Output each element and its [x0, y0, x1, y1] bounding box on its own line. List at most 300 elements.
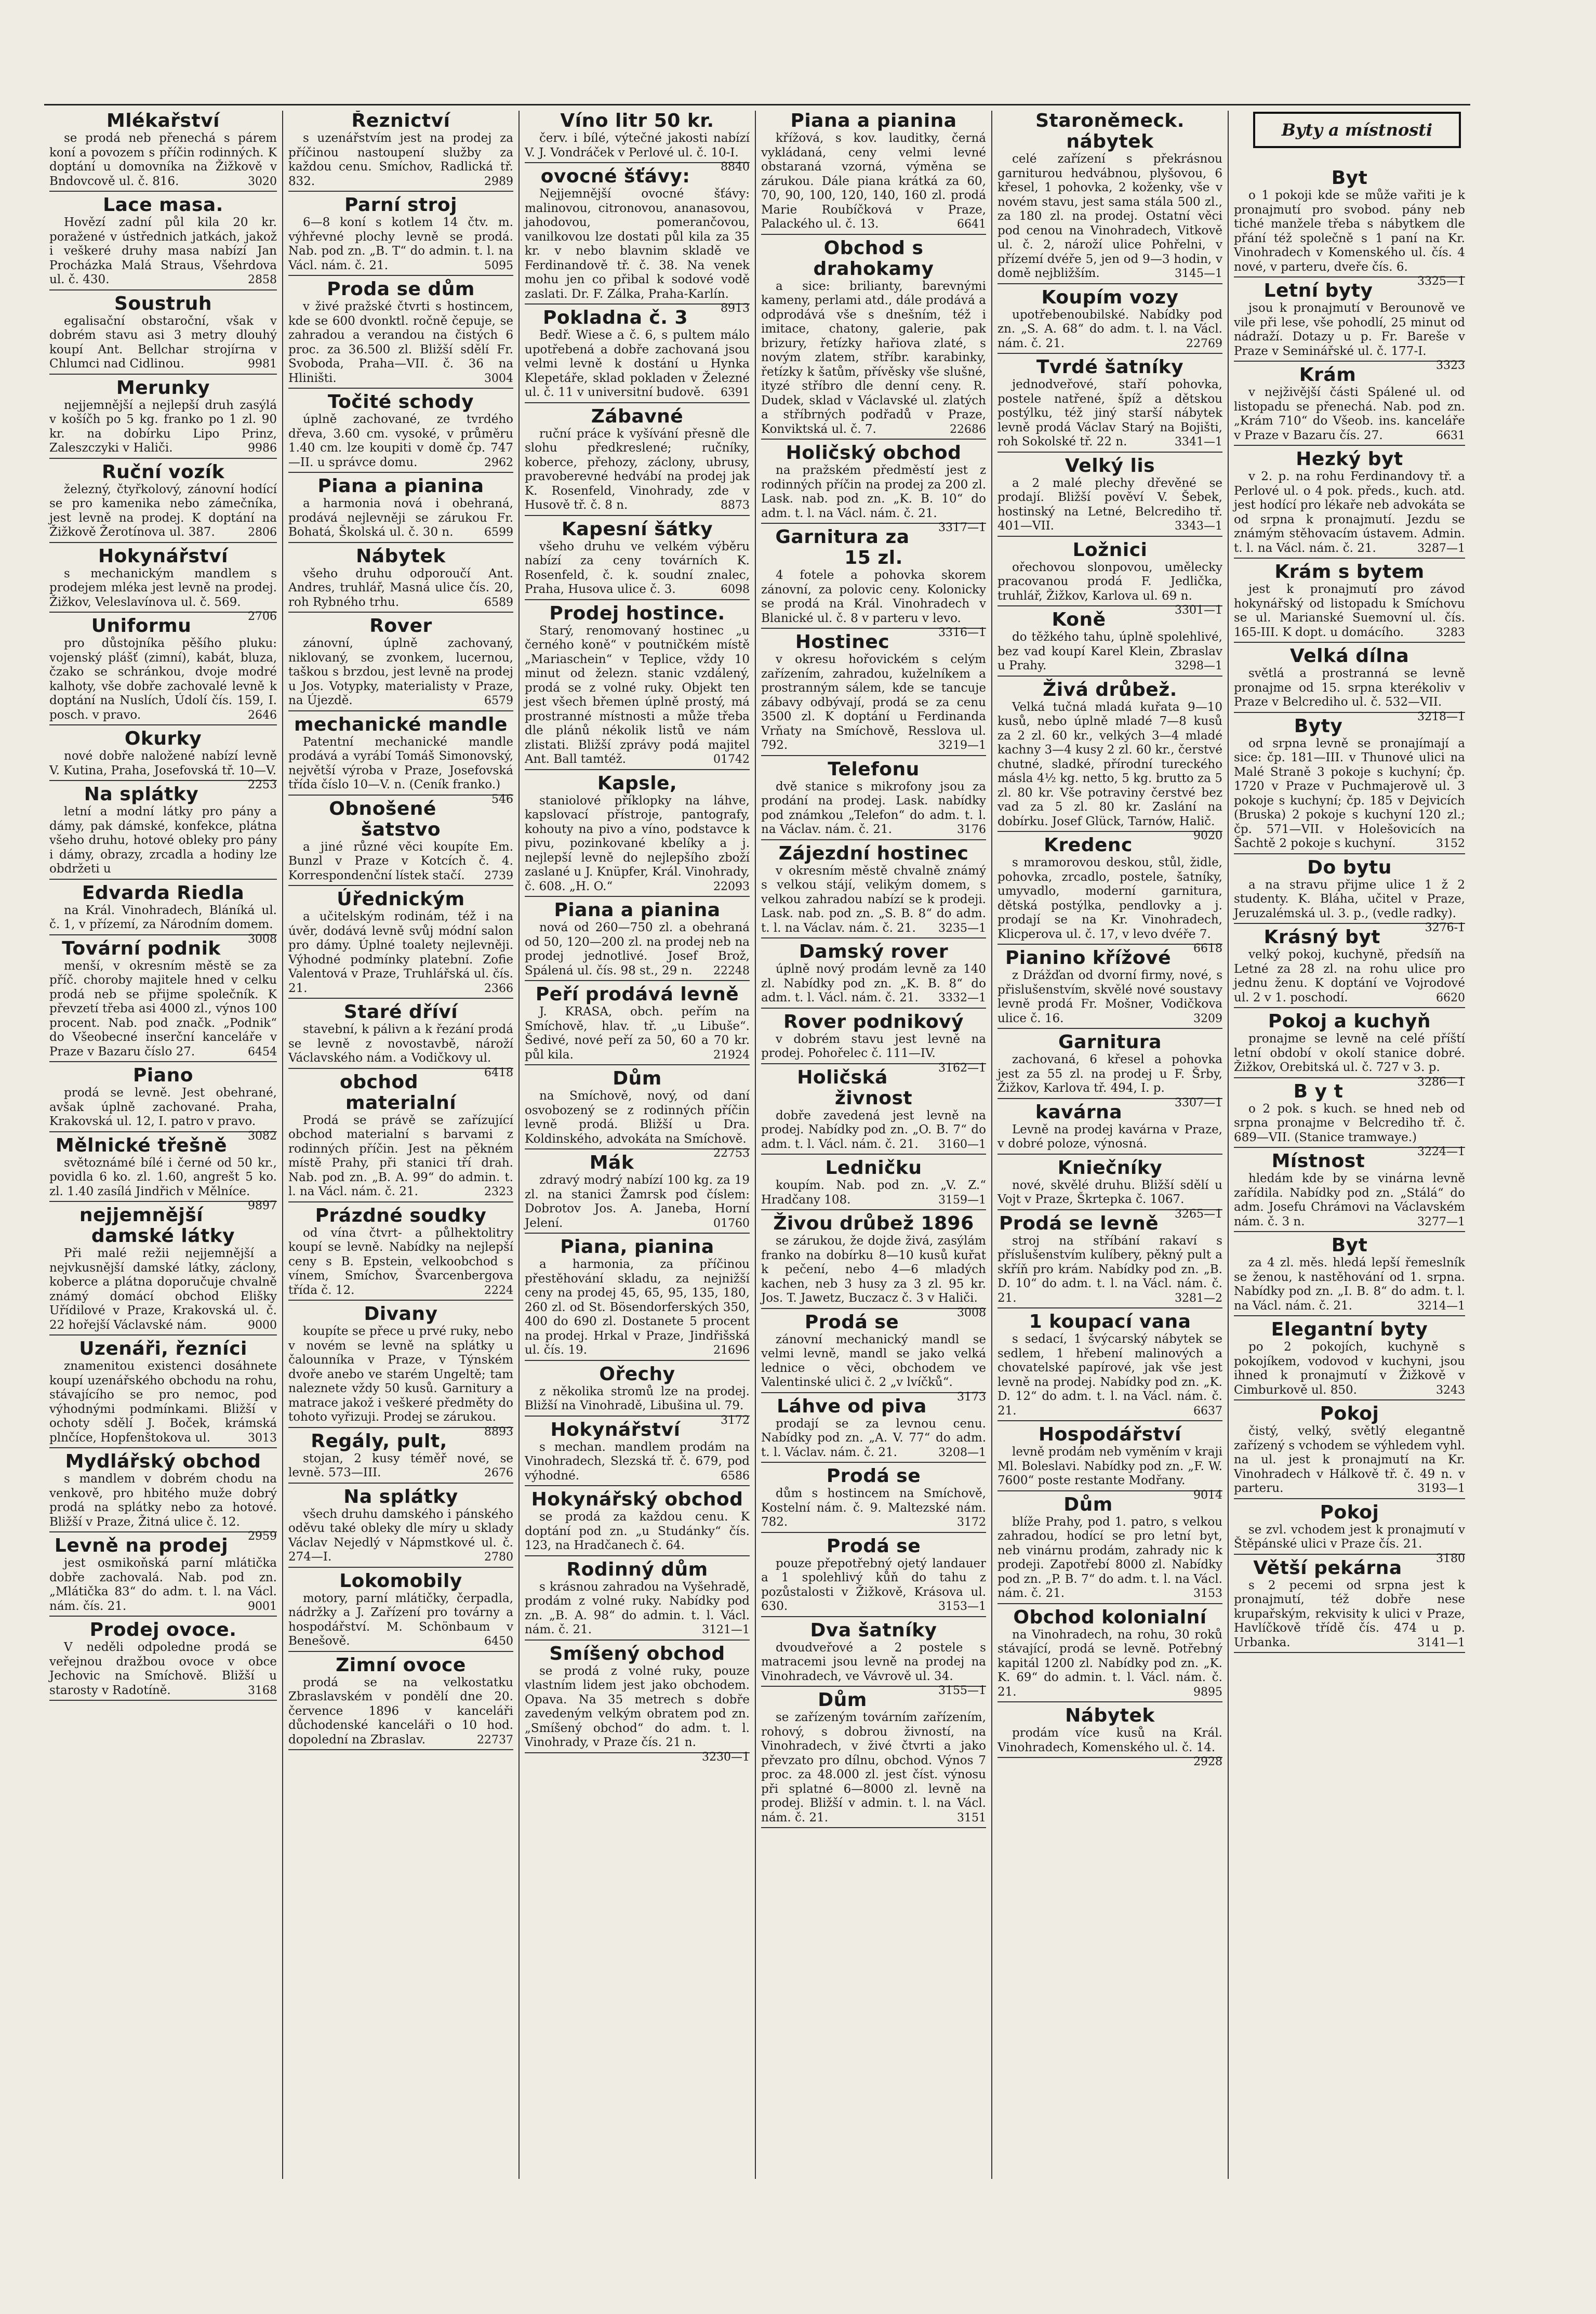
- ad-column: [756, 111, 992, 2179]
- ad-body: čistý, velký, světlý elegantně zařízený s vchodem se výhledem vyhl. na ul. jest k pronajmutí na Kr. Vinohradech v Hálkově tř. č. 49 n. v parteru.: [1234, 1424, 1465, 1495]
- ad-text: [525, 1580, 750, 1637]
- ad-body: v živé pražské čtvrti s hostincem, kde se 600 dvonktl. ročně čepuje, se zahradou a verandou na čistých 6 proc. za 36.500 zl. Bližší sdělí Fr. Svoboda, Praha—VII. č. 36 na Hliništi.: [288, 300, 513, 385]
- ad-text: [761, 464, 986, 534]
- ad-heading: Prodej ovoce.: [89, 1619, 237, 1641]
- classified-ad: [288, 279, 513, 389]
- ad-text: [1234, 737, 1465, 851]
- ad-heading: Úřednickým: [337, 889, 465, 910]
- ad-body: se prodá za každou cenu. K doptání pod zn. „u Studánky“ čís. 123, na Hradčanech č. 64.: [525, 1510, 750, 1552]
- ad-text: [49, 1156, 277, 1212]
- ad-body: z Drážďan od dvorní firmy, nové, s přislušenstvím, skvělé nové soustavy levně prodá Fr. Mošner, Vodičkova ulice č. 16.: [998, 969, 1222, 1025]
- ad-body: jednodveřové, staří pohovka, postele natřené, špíž a dětskou postýlku, též jiný starší nábytek levně prodá Václav Starý na Bojišti, roh Sokolské tř. 22 n.: [998, 378, 1222, 448]
- ad-number: 3153—1: [938, 1600, 986, 1613]
- classified-ad: [1234, 1404, 1465, 1499]
- ad-text: [525, 624, 750, 767]
- ad-body: celé zařízení s překrásnou garniturou hedvábnou, plyšovou, 6 křesel, 1 pohovka, 2 koženky, vše v novém stavu, jest sama stála 500 zl., za 180 zl. na prodej. Ostatní věci pod cenou na Vinohradech, Vitkově ul. č. 2, nároží ulice Pohřelni, v přízemí dvéře 5, jen od 9—3 hodin, v domě nejbližším.: [998, 152, 1222, 280]
- ad-number: 2959: [248, 1530, 277, 1543]
- ad-body: a harmonia nová i obehraná, prodává nejlevněji se zárukou Fr. Bohatá, Školská ul. č. 30 n.: [288, 497, 513, 539]
- ad-text: [761, 131, 986, 232]
- classified-ad: [288, 1571, 513, 1652]
- ad-body: od srpna levně se pronajímají a sice: čp. 181—III. v Thunové ulici na Malé Straně 3 pokoje s kuchyní; čp. 1720 v Praze v Puchmajerově ul. 3 pokoje s kuchyní; čp. 185 v Dejvicích (Bruska) 2 pokoje s kuchyní 120 zl.; čp. 571—VII. v Holešovicích na Šachtě 2 pokoje s kuchyní.: [1234, 736, 1465, 850]
- ad-text: [998, 1123, 1222, 1152]
- ad-heading: Točité schody: [327, 391, 474, 413]
- ad-body: egalisační obstaroční, však v dobrém stavu asi 3 metry dlouhý koupí Ant. Bellchar strojírna v Chlumci nad Cidlinou.: [49, 314, 277, 371]
- classified-ad: [998, 539, 1222, 617]
- classified-ad: [1234, 1080, 1465, 1158]
- ad-heading: Zábavné: [591, 405, 684, 427]
- classified-ad: [49, 294, 277, 375]
- ad-text: [525, 328, 750, 400]
- ad-body: červ. i bílé, výtečné jakosti nabízí V. J. Vondráček v Perlové ul. č. 10-I.: [525, 131, 750, 160]
- ad-number: 6631: [1436, 429, 1465, 442]
- classified-ad: [1234, 449, 1465, 559]
- ad-number: 6391: [721, 386, 750, 399]
- ad-number: 3265—1: [1175, 1207, 1222, 1221]
- ad-text: [1234, 1579, 1465, 1650]
- ad-text: [761, 1557, 986, 1614]
- ad-body: blíže Prahy, pod 1. patro, s velkou zahradou, hodící se pro letní byt, neb vinárnu prodám, zahrady nic k prodeji. Zapotřebí 8000 zl. Nabídky pod zn. „P. B. 7“ do adm. t. l. na Václ. nám. č. 21.: [998, 1515, 1222, 1600]
- ad-body: znamenitou existenci dosáhnete koupí uzenářského obchodu na rohu, stávajícího se pro nemoc, pod výhodnými podmínkami. Bližší v ochoty sdělí J. Boček, krámská plnčíce, Hopfenštokova ul.: [49, 1359, 277, 1445]
- classified-ad: [525, 1363, 750, 1427]
- ad-number: 3153: [1193, 1587, 1222, 1600]
- ad-number: 2706: [248, 610, 277, 623]
- ad-body: a učitelským rodinám, též i na úvěr, dodává levně svůj módní salon pro dámy. Úplné toalety nejlevněji. Výhodné podmínky platební. Zofie Valentová v Praze, Truhlářská ul. čís. 21.: [288, 910, 513, 995]
- ad-body: 6—8 koní s kotlem 14 čtv. m. výhřevné plochy levně se prodá. Nab. pod zn. „B. T“ do admin. t. l. na Václ. nám. č. 21.: [288, 216, 513, 272]
- classified-ad: [998, 1213, 1222, 1309]
- ad-text: [1234, 1340, 1465, 1397]
- ad-number: 3235—1: [938, 921, 986, 935]
- ad-text: [761, 780, 986, 837]
- page-corner-mark: [0, 0, 31, 16]
- ad-heading: Hokynářství: [98, 545, 228, 567]
- ad-body: zdravý modrý nabízí 100 kg. za 19 zl. na stanici Žamrsk pod číslem: Dobrotov Jos. A. Janeba, Horní Jelení.: [525, 1173, 750, 1230]
- ad-text: [288, 413, 513, 470]
- ad-number: 3281—2: [1175, 1291, 1222, 1305]
- ad-text: [49, 216, 277, 287]
- ad-number: 6589: [484, 596, 513, 609]
- classified-ad: [49, 728, 277, 791]
- ad-heading: Holičská živnost: [797, 1066, 913, 1109]
- classified-ad: [49, 784, 277, 880]
- ad-heading: Staroněmeck. nábytek: [1035, 111, 1185, 152]
- ad-text: [525, 187, 750, 315]
- classified-ad: [761, 632, 986, 756]
- ad-text: [49, 959, 277, 1060]
- ad-heading: Velký lis: [1065, 455, 1155, 477]
- ad-heading: Pokoj: [1320, 1501, 1379, 1523]
- ad-text: [525, 427, 750, 513]
- ad-text: [49, 637, 277, 722]
- ad-number: 3008: [248, 932, 277, 946]
- ad-number: 3151: [957, 1811, 986, 1824]
- classified-ad: [525, 1489, 750, 1556]
- ad-heading: Ruční vozík: [101, 461, 225, 483]
- ad-number: 9001: [248, 1599, 277, 1613]
- ad-number: 2989: [484, 175, 513, 188]
- ad-number: 3277—1: [1417, 1215, 1465, 1228]
- ad-body: levně prodám neb vyměním v kraji Ml. Boleslavi. Nabídky pod zn. „F. W. 7600“ poste restante Modřany.: [998, 1445, 1222, 1487]
- classified-ad: [49, 462, 277, 543]
- ad-text: [998, 1178, 1222, 1221]
- ad-heading: Piana, pianina: [560, 1236, 714, 1258]
- ad-body: menší, v okresním městě se za příč. choroby majitele hned v celku prodá neb se přijme společník. K převzetí třeba asi 4000 zl., výnos 100 procent. Nab. pod značk. „Podnik“ do Všeobecné inserční kanceláře v Praze v Bazaru číslo 27.: [49, 959, 277, 1059]
- ad-body: J. KRASA, obch. peřím na Smíchově, hlav. tř. „u Libuše“. Šedivé, nové peří za 50, 60 a 70 kr. půl kila.: [525, 1005, 750, 1062]
- ad-body: a 2 malé plechy dřevěné se prodají. Bližší pověví V. Šebek, hostinský na Letné, Belcrediho tř. 401—VII.: [998, 476, 1222, 533]
- classified-ad: [525, 900, 750, 981]
- ad-heading: Obchod s drahokamy: [813, 237, 934, 280]
- classified-ad: [761, 526, 986, 639]
- ad-number: 6450: [484, 1635, 513, 1648]
- ad-body: dobře zavedená jest levně na prodej. Nabídky pod zn. „O. B. 7“ do adm. t. l. Václ. nám. č. 21.: [761, 1108, 986, 1151]
- ad-heading: Nábytek: [1065, 1705, 1155, 1726]
- ad-heading: Tovární podnik: [62, 937, 221, 959]
- ad-heading: Damský rover: [799, 941, 949, 962]
- ad-number: 3145—1: [1175, 267, 1222, 280]
- ad-number: 9020: [1193, 829, 1222, 842]
- ad-number: 6454: [248, 1045, 277, 1059]
- ad-heading: Prázdné soudky: [315, 1205, 487, 1226]
- ad-heading: Levně na prodej: [54, 1535, 229, 1556]
- ad-heading: Prodej hostince.: [549, 602, 725, 624]
- ad-body: jsou k pronajmutí v Berounově ve vile při lese, vše pohodlí, 25 minut od nádraží. Dotazy u p. Fr. Bareše v Praze v Seminářské ul. č. 177-I.: [1234, 301, 1465, 358]
- ad-body: Při malé režii nejjemnější a nejvkusnější damské látky, záclony, koberce a plátna doporučuje chvalně známý domácí obchod Elišky Uřídilové v Praze, Krakovská ul. č. 22 hořejší Václavské nám.: [49, 1247, 277, 1332]
- ad-text: [288, 1508, 513, 1565]
- ad-number: 3008: [957, 1306, 986, 1319]
- ad-number: 3317—1: [938, 521, 986, 534]
- ad-heading: Divany: [364, 1303, 438, 1325]
- classified-ad: [49, 111, 277, 192]
- ad-text: [288, 1676, 513, 1748]
- classified-ad: [288, 476, 513, 543]
- ad-text: [525, 1510, 750, 1553]
- ad-number: 6620: [1436, 991, 1465, 1004]
- ad-body: 4 fotele a pohovka skorem zánovní, za polovic ceny. Kolonicky se prodá na Král. Vinohradech v Blanické ul. č. 8 v parteru v levo.: [761, 568, 986, 625]
- ad-number: 6599: [484, 526, 513, 539]
- ad-text: [49, 1472, 277, 1543]
- ad-heading: Místnost: [1271, 1151, 1365, 1172]
- ad-body: a jiné různé věci koupíte Em. Bunzl v Praze v Kotcích č. 4. Korrespondenční lístek stačí.: [288, 840, 513, 882]
- ad-number: 3159—1: [938, 1193, 986, 1207]
- ad-number: 8840: [721, 161, 750, 174]
- ad-number: 2323: [484, 1185, 513, 1198]
- ad-body: do těžkého tahu, úplně spolehlivé, bez vad koupí Karel Klein, Zbraslav u Prahy.: [998, 630, 1222, 672]
- ad-body: hledám kde by se vinárna levně zařídila. Nabídky pod zn. „Stálá“ do adm. Josefu Chrámovi na Václavském nám. č. 3 n.: [1234, 1172, 1465, 1228]
- ad-number: 3162—1: [938, 1061, 986, 1075]
- ad-number: 3283: [1436, 626, 1465, 639]
- ad-heading: Mák: [589, 1152, 634, 1173]
- ad-heading: Rodinný dům: [566, 1558, 708, 1580]
- ad-text: [998, 1628, 1222, 1700]
- ad-heading: Elegantní byty: [1271, 1319, 1428, 1340]
- classified-ad: [49, 882, 277, 946]
- ad-body: V neděli odpoledne prodá se veřejnou dražbou ovoce v obce Jechovic na Smíchově. Bližší u starosty v Radotíně.: [49, 1641, 277, 1697]
- ad-number: 6618: [1193, 942, 1222, 955]
- ad-body: s mechanickým mandlem s prodejem mléka jest levně na prodej. Žižkov, Veleslavínova ul. č. 569.: [49, 566, 277, 609]
- ad-text: [761, 1032, 986, 1075]
- ad-body: se zárukou, že dojde živá, zasýlám franko na dobírku 8—10 kusů kuřat k pečení, nebo 4—6 mladých kachen, neb 3 husy za 3 zl. 95 kr. Jos. T. Jawetz, Buczacz č. 3 v Haliči.: [761, 1234, 986, 1305]
- ad-text: [761, 1711, 986, 1825]
- ad-body: s sedací, 1 švýcarský nábytek se sedlem, 1 hřebení malinových a chovatelské papírové, jak vše jest levně na prodej. Nabídky pod zn. „K. D. 12“ do adm. t. l. na Václ. nám. č. 21.: [998, 1332, 1222, 1418]
- classified-ad: [998, 357, 1222, 453]
- ad-heading: Hezký byt: [1296, 448, 1403, 470]
- ad-text: [998, 477, 1222, 534]
- ad-heading: Uzenáři, řezníci: [79, 1338, 247, 1359]
- classified-ad: [288, 1001, 513, 1079]
- ad-number: 22686: [950, 422, 986, 436]
- classified-ad: [288, 392, 513, 473]
- ad-number: 3152: [1436, 837, 1465, 850]
- classified-ad: [761, 1213, 986, 1319]
- ad-body: s uzenářstvím jest na prodej za příčinou nastoupení služby za každou cenu. Smíchov, Radlická tř. 832.: [288, 131, 513, 188]
- ad-body: prodá se na velkostatku Zbraslavském v pondělí dne 20. července 1896 v kanceláři důchodenské kanceláři o 10 hod. dopolední na Zbraslav.: [288, 1675, 513, 1747]
- ad-text: [288, 1592, 513, 1649]
- classified-ad: [998, 948, 1222, 1029]
- ad-body: jest osmikoňská parní mlátička dobře zachovalá. Nab. pod zn. „Mlátička 83“ do adm. t. l. na Václ. nám. čís. 21.: [49, 1556, 277, 1613]
- ad-heading: Piano: [133, 1065, 193, 1086]
- ad-body: dvě stanice s mikrofony jsou za prodání na prodej. Lask. nabídky pod známkou „Telefon“ do adm. t. l. na Václav. nám. č. 21.: [761, 779, 986, 836]
- ad-text: [998, 378, 1222, 449]
- ad-heading: mechanické mandle: [294, 713, 508, 735]
- ad-text: [998, 1234, 1222, 1306]
- ad-number: 3013: [248, 1431, 277, 1445]
- ad-heading: Dům: [613, 1068, 662, 1089]
- ad-number: 3208—1: [938, 1446, 986, 1459]
- ad-body: o 1 pokoji kde se může vařiti je k pronajmutí pro svobod. pány neb tiché manžele třeba s nábytkem dle přání též společně s 1 paní na Kr. Vinohradech v Komenského ul. čís. 4 nové, v parteru, dveře čís. 6.: [1234, 189, 1465, 274]
- ad-heading: Kapesní šátky: [561, 518, 713, 540]
- classified-ad: [525, 1237, 750, 1361]
- ad-body: pouze přepotřebný ojetý landauer a 1 spolehlivý kůň do tahu z pozůstalosti v Žižkově, Krásova ul. 630.: [761, 1556, 986, 1613]
- ad-body: Nejjemnější ovocné šťávy: malinovou, citronovou, ananasovou, jahodovou, pomerančovou, vanilkovou lze dostati půl kila za 35 kr. v nebo blavnim skladě ve Ferdinandově tř. č. 38. Na venek mohu jen co přibal k sodové vodě zaslati. Dr. F. Zálka, Praha-Karlín.: [525, 187, 750, 301]
- classified-ad: [49, 1339, 277, 1448]
- classified-ad: [1234, 562, 1465, 643]
- ad-text: [288, 1226, 513, 1298]
- classified-ad: [761, 1619, 986, 1697]
- ad-number: 9895: [1193, 1685, 1222, 1699]
- classified-ad: [288, 799, 513, 887]
- ad-heading: Letní byty: [1264, 280, 1373, 301]
- ad-text: [49, 805, 277, 877]
- ad-heading: Hospodářství: [1038, 1424, 1182, 1445]
- ad-heading: Parní stroj: [344, 194, 457, 216]
- ad-text: [288, 637, 513, 708]
- ad-text: [1234, 1424, 1465, 1496]
- ad-heading: Prodá se: [826, 1465, 921, 1487]
- ad-number: 9014: [1193, 1488, 1222, 1502]
- ad-number: 3214—1: [1417, 1299, 1465, 1313]
- ad-number: 3325—1: [1417, 275, 1465, 288]
- ad-body: ruční práce k vyšívání přesně dle slohu předkreslené; ručníky, koberce, přehozy, záclony, ubrusy, pravoberevné hedvábí na prodej jak K. Rosenfeld, Vinohrady, zde v Husově tř. č. 8 n.: [525, 427, 750, 512]
- classified-ad: [998, 1032, 1222, 1109]
- classified-ad: [1234, 1235, 1465, 1316]
- ad-text: [49, 483, 277, 540]
- classified-ad: [998, 1495, 1222, 1604]
- ad-number: 22248: [713, 964, 750, 977]
- ad-text: [49, 1086, 277, 1143]
- classified-ad: [761, 843, 986, 939]
- ad-heading: Dům: [818, 1689, 867, 1711]
- ad-heading: Lace masa.: [103, 194, 223, 216]
- ad-heading: Zimní ovoce: [336, 1654, 466, 1676]
- ad-heading: Merunky: [116, 377, 210, 399]
- classified-ad: [288, 1206, 513, 1301]
- ad-heading: Kredenc: [1044, 835, 1133, 856]
- ad-number: 2739: [484, 869, 513, 882]
- ad-number: 01742: [713, 753, 750, 766]
- ad-heading: Víno litr 50 kr.: [560, 111, 714, 131]
- classified-ads-page: [44, 104, 1470, 2184]
- classified-ad: [288, 1487, 513, 1568]
- ad-number: 3219—1: [938, 739, 986, 752]
- classified-ad: [761, 942, 986, 1009]
- ad-heading: Krám: [1299, 364, 1356, 386]
- ad-body: se prodá neb přenechá s párem koní a povozem s příčin rodinných. K doptání u domovníka na Žižkově v Bndovcově ul. č. 816.: [49, 131, 277, 188]
- ad-text: [761, 280, 986, 437]
- ad-column: [1229, 168, 1470, 2236]
- ad-text: [1234, 1523, 1465, 1565]
- ad-number: 22093: [713, 880, 750, 893]
- ad-text: [49, 314, 277, 372]
- ad-number: 3323: [1436, 359, 1465, 372]
- ad-heading: obchod materialní: [340, 1071, 457, 1114]
- ad-heading: Živou drůbež 1896: [773, 1213, 974, 1234]
- ad-text: [49, 1359, 277, 1445]
- ad-text: [761, 962, 986, 1006]
- classified-ad: [1234, 1558, 1465, 1654]
- classified-ad: [998, 1312, 1222, 1421]
- ad-text: [49, 1556, 277, 1614]
- ad-text: [525, 1005, 750, 1062]
- ad-text: [288, 497, 513, 540]
- ad-body: s 2 pecemi od srpna jest k pronajmutí, též dobře nese krupařským, rekvisity k ulici v Praze, Havlíčkově třídě čís. 474 u p. Urbanka.: [1234, 1578, 1465, 1649]
- ad-body: Patentní mechanické mandle prodává a vyrábí Tomáš Simonovský, největší výroba v Praze, Josefovská třída číslo 10—V. n. (Ceník franko.): [288, 735, 513, 791]
- ad-heading: Velká dílna: [1289, 645, 1409, 667]
- ad-text: [761, 1109, 986, 1152]
- ad-number: 3180: [1436, 1552, 1465, 1565]
- ad-body: v 2. p. na rohu Ferdinandovy tř. a Perlové ul. o 4 pok. předs., kuch. atd. jest hodící pro lékaře neb advokáta se od srpna k pronajmutí. Jezdu se známým stěhovacím ústavem. Admin. t. l. na Václ. nám. č. 21.: [1234, 470, 1465, 555]
- classified-ad: [1234, 856, 1465, 934]
- classified-ad: [998, 1705, 1222, 1768]
- ad-body: Prodá se právě se zařízující obchod materialní s barvami z rodinných příčin. Jest na pěkném místě Prahy, při stanici tří drah. Nab. pod zn. „B. A. 99“ do admin. t. l. na Václ. nám. č. 21.: [288, 1113, 513, 1198]
- ad-heading: Na splátky: [343, 1486, 458, 1508]
- ad-text: [525, 1173, 750, 1231]
- classified-ad: [998, 835, 1222, 955]
- ad-number: 2780: [484, 1551, 513, 1564]
- classified-ad: [288, 195, 513, 276]
- ad-text: [49, 1247, 277, 1332]
- classified-ad: [1234, 1011, 1465, 1089]
- ad-heading: Ledničku: [825, 1157, 922, 1179]
- ad-number: 2253: [248, 778, 277, 791]
- ad-heading: Řeznictví: [351, 111, 450, 131]
- ad-heading: Byty: [1294, 715, 1343, 737]
- ad-text: [761, 1234, 986, 1319]
- ad-heading: Piana a pianina: [554, 900, 721, 921]
- ad-number: 2224: [484, 1284, 513, 1297]
- classified-ad: [761, 111, 986, 235]
- ad-text: [761, 1417, 986, 1460]
- ad-body: všeho druhu ve velkém výběru nabízí za ceny továrních K. Rosenfeld, č. k. soudní znalec, Praha, Husova ulice č. 3.: [525, 539, 750, 596]
- ad-text: [288, 1325, 513, 1438]
- ad-heading: Byt: [1331, 1235, 1368, 1256]
- ad-number: 8873: [721, 499, 750, 512]
- section-title: Byty a místnosti: [1253, 112, 1461, 148]
- ad-body: jest k pronajmutí pro závod hokynářský od listopadu k Smíchovu se ul. Marianské Suemovní ul. čís. 165-III. K dopt. u domácího.: [1234, 583, 1465, 639]
- ad-heading: Mydlářský obchod: [65, 1451, 261, 1472]
- classified-ad: [525, 166, 750, 315]
- classified-ad: [761, 1067, 986, 1155]
- ad-text: [288, 131, 513, 189]
- ad-number: 3316—1: [938, 626, 986, 639]
- ad-text: [525, 794, 750, 894]
- ad-body: motory, parní mlátičky, čerpadla, nádržky a J. Zařízení pro továrny a hospodářství. M. Schönbaum v Benešově.: [288, 1591, 513, 1648]
- ad-number: 3243: [1436, 1383, 1465, 1397]
- classified-ad: [525, 111, 750, 174]
- ad-heading: Láhve od piva: [777, 1395, 927, 1417]
- ad-column: [992, 111, 1229, 2179]
- ad-number: 3276-1: [1425, 921, 1465, 934]
- ad-body: a na stravu přijme ulice 1 ž 2 studenty. K. Bláha, učitel v Praze, Jeruzalémská ul. 3. p., (vedle radky).: [1234, 878, 1465, 920]
- ad-body: stroj na stříbání rakaví s příslušenstvím kulíbery, pěkný pult a skříň pro krám. Nabídky pod zn. „B. D. 10“ do adm. t. l. na Václ. nám. č. 21.: [998, 1234, 1222, 1305]
- ad-body: se zvl. vchodem jest k pronajmutí v Štěpánské ulici v Praze čís. 21.: [1234, 1523, 1465, 1551]
- ad-body: pro důstojníka pěšího pluku: vojenský plášť (zimní), kabát, bluza, čzako se schránkou, dvoje modré kalhoty, vše dobře zachovalé levně k doptání na Nuslích, Údolí čís. 159, I. posch. v pravo.: [49, 637, 277, 722]
- ad-body: s mechan. mandlem prodám na Vinohradech, Slezská tř. č. 679, pod výhodné.: [525, 1440, 750, 1483]
- ad-body: se prodá z volné ruky, pouze vlastním lidem jest jako obchodem. Opava. Na 35 metrech s dobře zavedeným velkým obratem pod zn. „Smíšený obchod“ do adm. t. l. Vinohrady, v Praze čís. 21 n.: [525, 1664, 750, 1749]
- classified-ad: [49, 1134, 277, 1212]
- ad-text: [288, 216, 513, 273]
- classified-ad: [761, 1466, 986, 1533]
- classified-ad: [1234, 927, 1465, 1008]
- ad-text: [288, 840, 513, 883]
- ad-heading: Rover: [369, 615, 432, 637]
- ad-heading: ovocné šťávy:: [540, 166, 690, 187]
- classified-ad: [998, 1157, 1222, 1221]
- ad-number: 3307—1: [1175, 1096, 1222, 1109]
- ad-text: [1234, 1102, 1465, 1158]
- ad-number: 3301—1: [1175, 604, 1222, 617]
- classified-ad: [998, 111, 1222, 284]
- ad-heading: Okurky: [124, 728, 202, 749]
- ad-heading: Hokynářství: [550, 1419, 681, 1440]
- ad-number: 3332—1: [938, 991, 986, 1004]
- ad-body: velký pokoj, kuchyně, předsíň na Letné za 28 zl. na rohu ulice pro jednu ženu. K doptání ve Vojrodové ul. 2 v 1. poschodí.: [1234, 948, 1465, 1004]
- ad-text: [1234, 583, 1465, 640]
- ad-text: [288, 910, 513, 996]
- classified-ad: [49, 195, 277, 290]
- classified-ad: [49, 1451, 277, 1543]
- ad-heading: Proda se dům: [327, 279, 475, 300]
- ad-heading: Zájezdní hostinec: [778, 842, 969, 864]
- ad-heading: Ložnici: [1072, 539, 1148, 561]
- ad-text: [525, 540, 750, 597]
- ad-number: 3082: [248, 1129, 277, 1143]
- ad-number: 22769: [1186, 337, 1222, 350]
- ad-text: [1234, 1172, 1465, 1229]
- ad-heading: Živá drůbež.: [1043, 679, 1177, 700]
- ad-heading: Soustruh: [114, 293, 212, 314]
- ad-heading: Pokoj a kuchyň: [1268, 1011, 1431, 1032]
- classified-ad: [288, 1303, 513, 1438]
- ad-number: 9000: [248, 1318, 277, 1332]
- ad-heading: Edvarda Riedla: [82, 882, 245, 904]
- ad-number: 2806: [248, 526, 277, 539]
- ad-text: [525, 1664, 750, 1764]
- classified-ad: [998, 1424, 1222, 1502]
- ad-body: železný, čtyřkolový, zánovní hodící se pro kamenika nebo zámečníka, jest levně na prodej. K doptání na Žižkově Žerotínova ul. 387.: [49, 482, 277, 539]
- classified-ad: [761, 1158, 986, 1210]
- classified-ad: [525, 1559, 750, 1641]
- ad-number: 3004: [484, 372, 513, 385]
- ad-heading: Byt: [1331, 168, 1368, 189]
